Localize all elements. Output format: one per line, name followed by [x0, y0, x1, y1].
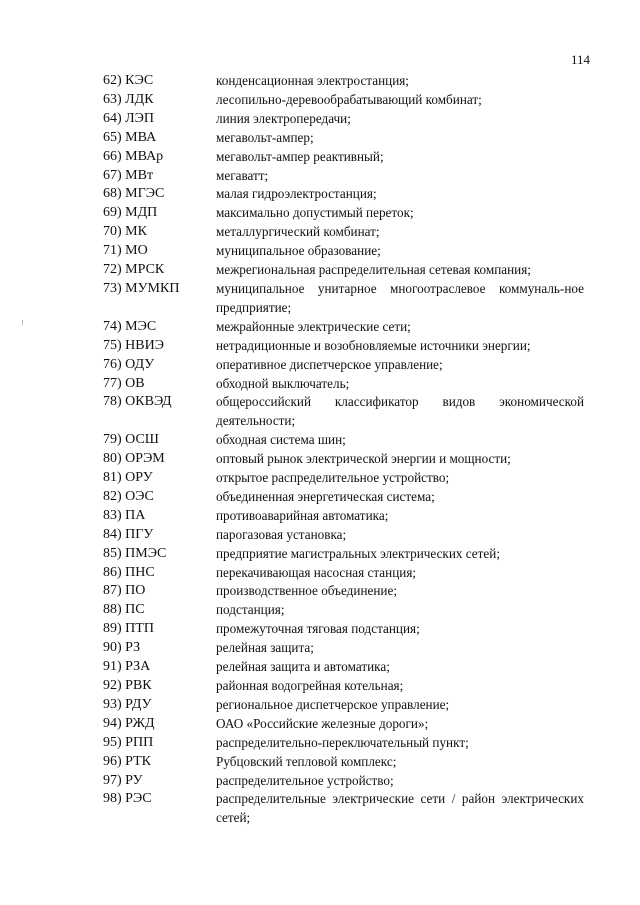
- list-item: [0, 639, 640, 658]
- entry-number: 87): [103, 583, 122, 599]
- entry-term: РДУ: [125, 696, 152, 712]
- entry-number: 81): [103, 470, 122, 486]
- entry-term: РЗА: [125, 659, 151, 675]
- entry-definition: распределительные электрические сети / район электрических сетей;: [216, 791, 584, 826]
- entry-term: ЛДК: [125, 91, 154, 107]
- entry-term: МВт: [125, 167, 154, 183]
- entry-term: ОСШ: [125, 432, 159, 448]
- entry-number: 78): [103, 394, 122, 410]
- list-item: [0, 393, 640, 431]
- entry-term: ОВ: [125, 375, 145, 391]
- list-item: [0, 242, 640, 261]
- entry-number: 70): [103, 224, 122, 240]
- entry-term: ОКВЭД: [125, 394, 172, 410]
- entry-abbreviation: [103, 488, 154, 507]
- entry-term: МВА: [125, 129, 157, 145]
- entry-term: МВАр: [125, 148, 164, 164]
- entry-definition: муниципальное образование;: [216, 243, 381, 259]
- entry-definition: релейная защита и автоматика;: [216, 659, 390, 675]
- list-item: [0, 337, 640, 356]
- entry-number: 98): [103, 791, 122, 807]
- entry-abbreviation: [103, 545, 166, 564]
- entry-term: РУ: [125, 772, 143, 788]
- entry-abbreviation: [103, 337, 164, 356]
- entry-number: 77): [103, 375, 122, 391]
- entry-abbreviation: [103, 564, 155, 583]
- list-item: [0, 620, 640, 639]
- entry-abbreviation: [103, 620, 154, 639]
- entry-abbreviation: [103, 658, 150, 677]
- entry-abbreviation: [103, 734, 153, 753]
- entry-abbreviation: [103, 91, 154, 110]
- entry-term: ОДУ: [125, 356, 155, 372]
- entry-number: 85): [103, 545, 122, 561]
- entry-number: 88): [103, 602, 122, 618]
- list-item: [0, 72, 640, 91]
- entry-term: РВК: [125, 678, 152, 693]
- entry-abbreviation: [103, 450, 165, 469]
- entry-definition: релейная защита;: [216, 640, 314, 656]
- entry-number: 96): [103, 753, 122, 769]
- entry-definition: муниципальное унитарное многоотраслевое коммуналь-ное предприятие;: [216, 280, 584, 315]
- entry-number: 92): [103, 678, 122, 693]
- list-item: [0, 582, 640, 601]
- entry-definition: ОАО «Российские железные дороги»;: [216, 715, 429, 731]
- entry-number: 80): [103, 451, 122, 467]
- entry-definition: оперативное диспетчерское управление;: [216, 356, 443, 372]
- list-item: [0, 318, 640, 337]
- entry-number: 83): [103, 507, 122, 523]
- entry-term: МК: [125, 224, 147, 240]
- entry-abbreviation: [103, 715, 155, 734]
- entry-term: ОРУ: [125, 470, 153, 486]
- entry-number: 62): [103, 73, 122, 88]
- entry-definition: районная водогрейная котельная;: [216, 678, 404, 693]
- entry-number: 89): [103, 621, 122, 637]
- entry-definition: нетрадиционные и возобновляемые источники энергии;: [216, 337, 531, 353]
- entry-term: ОРЭМ: [125, 451, 165, 467]
- entry-abbreviation: [103, 375, 145, 394]
- entry-term: ПС: [125, 602, 145, 618]
- entry-definition: металлургический комбинат;: [216, 224, 380, 240]
- list-item: [0, 658, 640, 677]
- entry-number: 69): [103, 205, 122, 221]
- entry-term: ПГУ: [125, 526, 154, 542]
- entry-definition: мегаватт;: [216, 167, 269, 183]
- list-item: [0, 167, 640, 186]
- entry-abbreviation: [103, 677, 152, 696]
- entry-abbreviation: [103, 356, 154, 375]
- entry-number: 63): [103, 91, 122, 107]
- list-item: [0, 469, 640, 488]
- entry-term: РТК: [125, 753, 152, 769]
- entry-term: КЭС: [125, 73, 154, 88]
- list-item: [0, 110, 640, 129]
- entry-term: МЭС: [125, 318, 157, 334]
- list-item: [0, 375, 640, 394]
- entry-abbreviation: [103, 431, 159, 450]
- entry-number: 72): [103, 262, 122, 278]
- entry-number: 84): [103, 526, 122, 542]
- entry-definition: мегавольт-ампер;: [216, 129, 314, 145]
- list-item: [0, 696, 640, 715]
- abbreviation-list: [0, 72, 640, 828]
- entry-abbreviation: [103, 469, 153, 488]
- entry-number: 74): [103, 318, 122, 334]
- entry-term: МО: [125, 243, 148, 259]
- entry-number: 68): [103, 186, 122, 202]
- entry-definition: перекачивающая насосная станция;: [216, 564, 417, 580]
- list-item: [0, 526, 640, 545]
- entry-definition: промежуточная тяговая подстанция;: [216, 621, 420, 637]
- page-number: 114: [570, 52, 590, 67]
- list-item: [0, 790, 640, 828]
- entry-definition: общероссийский классификатор видов экономической деятельности;: [216, 394, 584, 429]
- entry-term: МУМКП: [125, 280, 180, 296]
- entry-number: 82): [103, 488, 122, 504]
- entry-definition: подстанция;: [216, 602, 285, 618]
- list-item: [0, 185, 640, 204]
- list-item: [0, 564, 640, 583]
- entry-term: ПМЭС: [125, 545, 167, 561]
- list-item: [0, 772, 640, 791]
- entry-definition: распределительное устройство;: [216, 772, 394, 788]
- entry-definition: производственное объединение;: [216, 583, 397, 599]
- entry-term: НВИЭ: [125, 337, 164, 353]
- entry-abbreviation: [103, 582, 145, 601]
- list-item: [0, 715, 640, 734]
- list-item: [0, 91, 640, 110]
- list-item: [0, 148, 640, 167]
- entry-abbreviation: [103, 696, 152, 715]
- entry-abbreviation: [103, 185, 164, 204]
- entry-definition: межрегиональная распределительная сетевая компания;: [216, 262, 531, 278]
- entry-definition: мегавольт-ампер реактивный;: [216, 148, 384, 164]
- entry-definition: линия электропередачи;: [216, 110, 351, 126]
- entry-term: ПНС: [125, 564, 155, 580]
- list-item: [0, 356, 640, 375]
- list-item: [0, 431, 640, 450]
- entry-abbreviation: [103, 526, 153, 545]
- entry-abbreviation: [103, 110, 154, 129]
- entry-abbreviation: [103, 790, 152, 809]
- entry-term: ЛЭП: [125, 110, 155, 126]
- list-item: [0, 507, 640, 526]
- entry-abbreviation: [103, 280, 179, 299]
- entry-number: 91): [103, 659, 122, 675]
- entry-term: РПП: [125, 734, 154, 750]
- entry-definition: обходной выключатель;: [216, 375, 350, 391]
- entry-definition: открытое распределительное устройство;: [216, 470, 450, 486]
- entry-term: ПА: [125, 507, 146, 523]
- entry-term: ОЭС: [125, 488, 154, 504]
- list-item: [0, 450, 640, 469]
- entry-number: 86): [103, 564, 122, 580]
- entry-number: 75): [103, 337, 122, 353]
- list-item: [0, 223, 640, 242]
- entry-number: 73): [103, 280, 122, 296]
- list-item: [0, 677, 640, 696]
- entry-number: 93): [103, 696, 122, 712]
- list-item: [0, 204, 640, 223]
- entry-definition: максимально допустимый переток;: [216, 205, 414, 221]
- entry-abbreviation: [103, 601, 145, 620]
- entry-definition: объединенная энергетическая система;: [216, 488, 435, 504]
- entry-definition: межрайонные электрические сети;: [216, 318, 411, 334]
- entry-term: РЗ: [125, 640, 141, 656]
- entry-definition: малая гидроэлектростанция;: [216, 186, 377, 202]
- entry-abbreviation: [103, 753, 151, 772]
- entry-abbreviation: [103, 639, 140, 658]
- entry-abbreviation: [103, 242, 148, 261]
- entry-term: МДП: [125, 205, 158, 221]
- list-item: [0, 129, 640, 148]
- list-item: [0, 280, 640, 318]
- entry-number: 71): [103, 243, 122, 259]
- entry-abbreviation: [103, 318, 156, 337]
- list-item: [0, 753, 640, 772]
- entry-number: 90): [103, 640, 122, 656]
- entry-number: 67): [103, 167, 122, 183]
- entry-abbreviation: [103, 129, 156, 148]
- entry-definition: предприятие магистральных электрических сетей;: [216, 545, 500, 561]
- entry-definition: парогазовая установка;: [216, 526, 347, 542]
- list-item: [0, 488, 640, 507]
- entry-definition: распределительно-переключательный пункт;: [216, 734, 469, 750]
- entry-number: 79): [103, 432, 122, 448]
- entry-abbreviation: [103, 772, 143, 791]
- entry-definition: оптовый рынок электрической энергии и мощности;: [216, 451, 511, 467]
- entry-abbreviation: [103, 72, 153, 91]
- entry-definition: региональное диспетчерское управление;: [216, 696, 450, 712]
- entry-definition: лесопильно-деревообрабатывающий комбинат;: [216, 91, 482, 107]
- entry-term: ПТП: [125, 621, 154, 637]
- entry-abbreviation: [103, 261, 164, 280]
- list-item: [0, 734, 640, 753]
- entry-number: 76): [103, 356, 122, 372]
- entry-term: РЖД: [125, 715, 155, 731]
- entry-term: МРСК: [125, 262, 165, 278]
- entry-number: 95): [103, 734, 122, 750]
- entry-number: 97): [103, 772, 122, 788]
- entry-number: 65): [103, 129, 122, 145]
- entry-number: 94): [103, 715, 122, 731]
- entry-abbreviation: [103, 223, 147, 242]
- entry-abbreviation: [103, 204, 157, 223]
- list-item: [0, 545, 640, 564]
- entry-number: 64): [103, 110, 122, 126]
- entry-term: РЭС: [125, 791, 152, 807]
- entry-abbreviation: [103, 167, 153, 186]
- entry-definition: обходная система шин;: [216, 432, 346, 448]
- entry-definition: Рубцовский тепловой комплекс;: [216, 753, 397, 769]
- entry-abbreviation: [103, 393, 172, 412]
- entry-definition: конденсационная электростанция;: [216, 73, 409, 88]
- entry-term: МГЭС: [125, 186, 165, 202]
- entry-number: 66): [103, 148, 122, 164]
- entry-definition: противоаварийная автоматика;: [216, 507, 389, 523]
- list-item: [0, 261, 640, 280]
- entry-term: ПО: [125, 583, 146, 599]
- entry-abbreviation: [103, 507, 145, 526]
- entry-abbreviation: [103, 148, 163, 167]
- list-item: [0, 601, 640, 620]
